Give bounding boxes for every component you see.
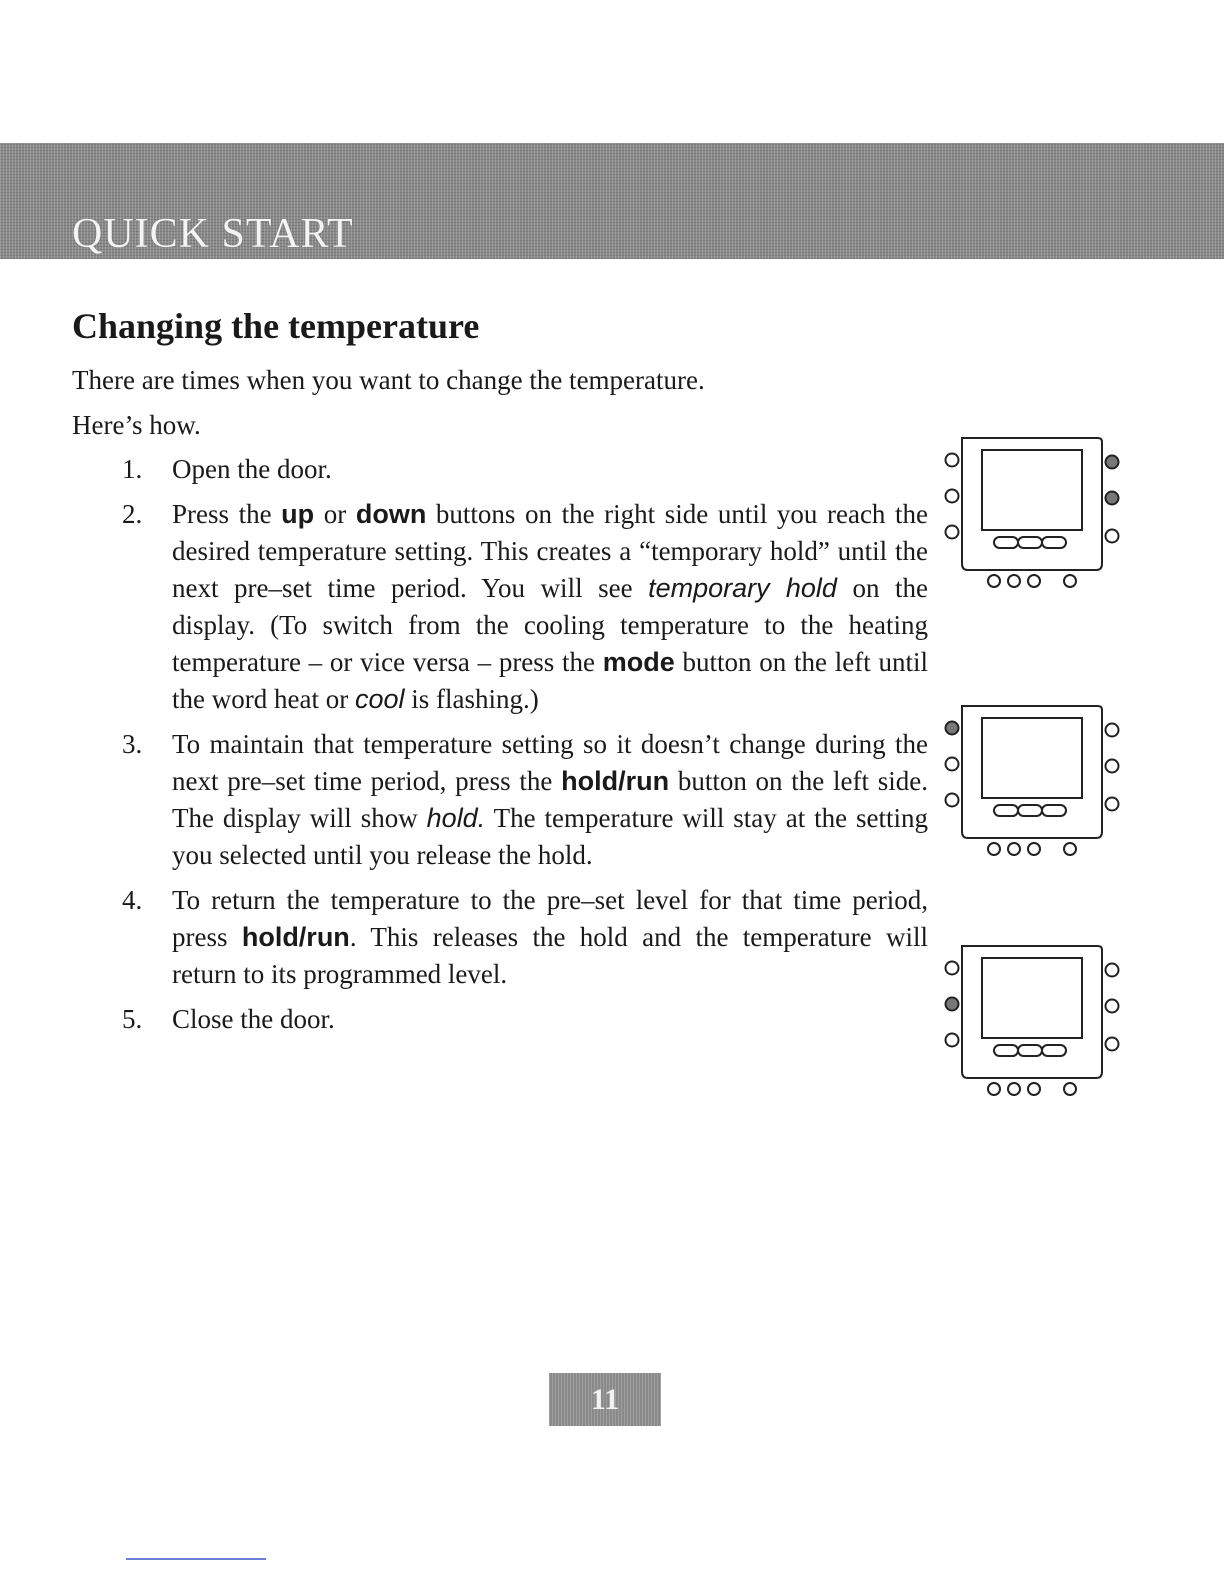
- page-number: 11: [549, 1373, 661, 1426]
- step-text: To return the temperature to the pre–set level for that time period, press: [172, 885, 928, 952]
- step-5: [122, 1001, 928, 1038]
- thermostat-illustration-2: [940, 704, 1120, 864]
- step-1: [122, 451, 928, 488]
- step-text: buttons on the right side until you reach the desired temperature setting. This creates a “temporary hold” until the next pre–set time period. You will see: [172, 499, 929, 603]
- bottom-button: [1018, 805, 1042, 816]
- bottom-button: [1042, 537, 1066, 548]
- thermostat-illustration-3: [940, 944, 1120, 1104]
- bottom-button: [1018, 537, 1042, 548]
- left-button-2: [946, 490, 959, 503]
- step-text: Press the: [172, 499, 282, 529]
- bottom-button: [1018, 1045, 1042, 1056]
- temporary-hold-term: temporary hold: [648, 573, 837, 603]
- base-dot: [988, 575, 1000, 587]
- down-button: [1106, 1000, 1119, 1013]
- step-text: or: [314, 499, 356, 529]
- left-button-1: [946, 454, 959, 467]
- step-text: . This releases the hold and the temperature will return to its programmed level.: [172, 922, 928, 989]
- footer-rule: [126, 1558, 266, 1560]
- step-number: 3.: [122, 729, 143, 759]
- base-dot: [1008, 1083, 1020, 1095]
- bottom-button: [994, 537, 1018, 548]
- left-button-1: [946, 962, 959, 975]
- right-button-3: [1106, 798, 1119, 811]
- step-text: Close the door.: [172, 1004, 335, 1034]
- step-number: 5.: [122, 1004, 143, 1034]
- bottom-button: [1042, 805, 1066, 816]
- base-dot: [1028, 1083, 1040, 1095]
- step-text: To maintain that temperature setting so it doesn’t change during the next pre–set time period, press the: [172, 729, 928, 796]
- cool-term: cool: [354, 684, 405, 714]
- step-text: The temperature will stay at the setting you selected until you release the hold.: [172, 803, 929, 870]
- down-button: [1106, 492, 1119, 505]
- base-dot: [1064, 843, 1076, 855]
- step-number: 2.: [122, 499, 143, 529]
- step-number: 4.: [122, 885, 143, 915]
- right-button-3: [1106, 1038, 1119, 1051]
- step-3: [122, 726, 928, 874]
- base-dot: [1064, 575, 1076, 587]
- thermostat-display: [982, 958, 1082, 1038]
- base-dot: [1064, 1083, 1076, 1095]
- section-heading: Changing the temperature: [72, 306, 480, 346]
- right-button-3: [1106, 530, 1119, 543]
- step-2: [122, 496, 928, 718]
- bottom-button: [994, 805, 1018, 816]
- down-button: [1106, 760, 1119, 773]
- up-button: [1106, 456, 1119, 469]
- bottom-button: [994, 1045, 1018, 1056]
- thermostat-display: [982, 718, 1082, 798]
- base-dot: [988, 1083, 1000, 1095]
- intro-text: There are times when you want to change the temperature.: [72, 365, 705, 395]
- intro-text-2: Here’s how.: [72, 410, 201, 440]
- step-text: button on the left side. The display will show: [172, 766, 928, 833]
- step-text: button on the left until the word heat or: [172, 647, 928, 714]
- up-button: [1106, 724, 1119, 737]
- base-dot: [1028, 843, 1040, 855]
- left-button-3: [946, 1034, 959, 1047]
- left-button-3: [946, 526, 959, 539]
- step-text: on the display. (To switch from the cooling temperature to the heating temperature – or vice versa – press the: [172, 573, 928, 677]
- step-text: is flashing.): [404, 684, 539, 714]
- bottom-button: [1042, 1045, 1066, 1056]
- banner-title: QUICK START: [72, 211, 354, 257]
- left-button-3: [946, 794, 959, 807]
- step-text: Open the door.: [172, 454, 332, 484]
- mode-term: mode: [602, 647, 675, 677]
- base-dot: [988, 843, 1000, 855]
- hold-run-term: hold/run: [241, 922, 350, 952]
- step-number: 1.: [122, 454, 143, 484]
- base-dot: [1028, 575, 1040, 587]
- mode-button: [946, 722, 959, 735]
- base-dot: [1008, 843, 1020, 855]
- thermostat-display: [982, 450, 1082, 530]
- down-term: down: [355, 499, 427, 529]
- hold-run-button: [946, 998, 959, 1011]
- up-term: up: [281, 499, 315, 529]
- hold-term: hold.: [426, 803, 486, 833]
- up-button: [1106, 964, 1119, 977]
- left-button-2: [946, 758, 959, 771]
- step-4: [122, 882, 928, 993]
- thermostat-illustration-1: [940, 436, 1120, 596]
- base-dot: [1008, 575, 1020, 587]
- steps-list: [122, 451, 928, 1046]
- section-banner: [0, 143, 1224, 259]
- hold-run-term: hold/run: [561, 766, 670, 796]
